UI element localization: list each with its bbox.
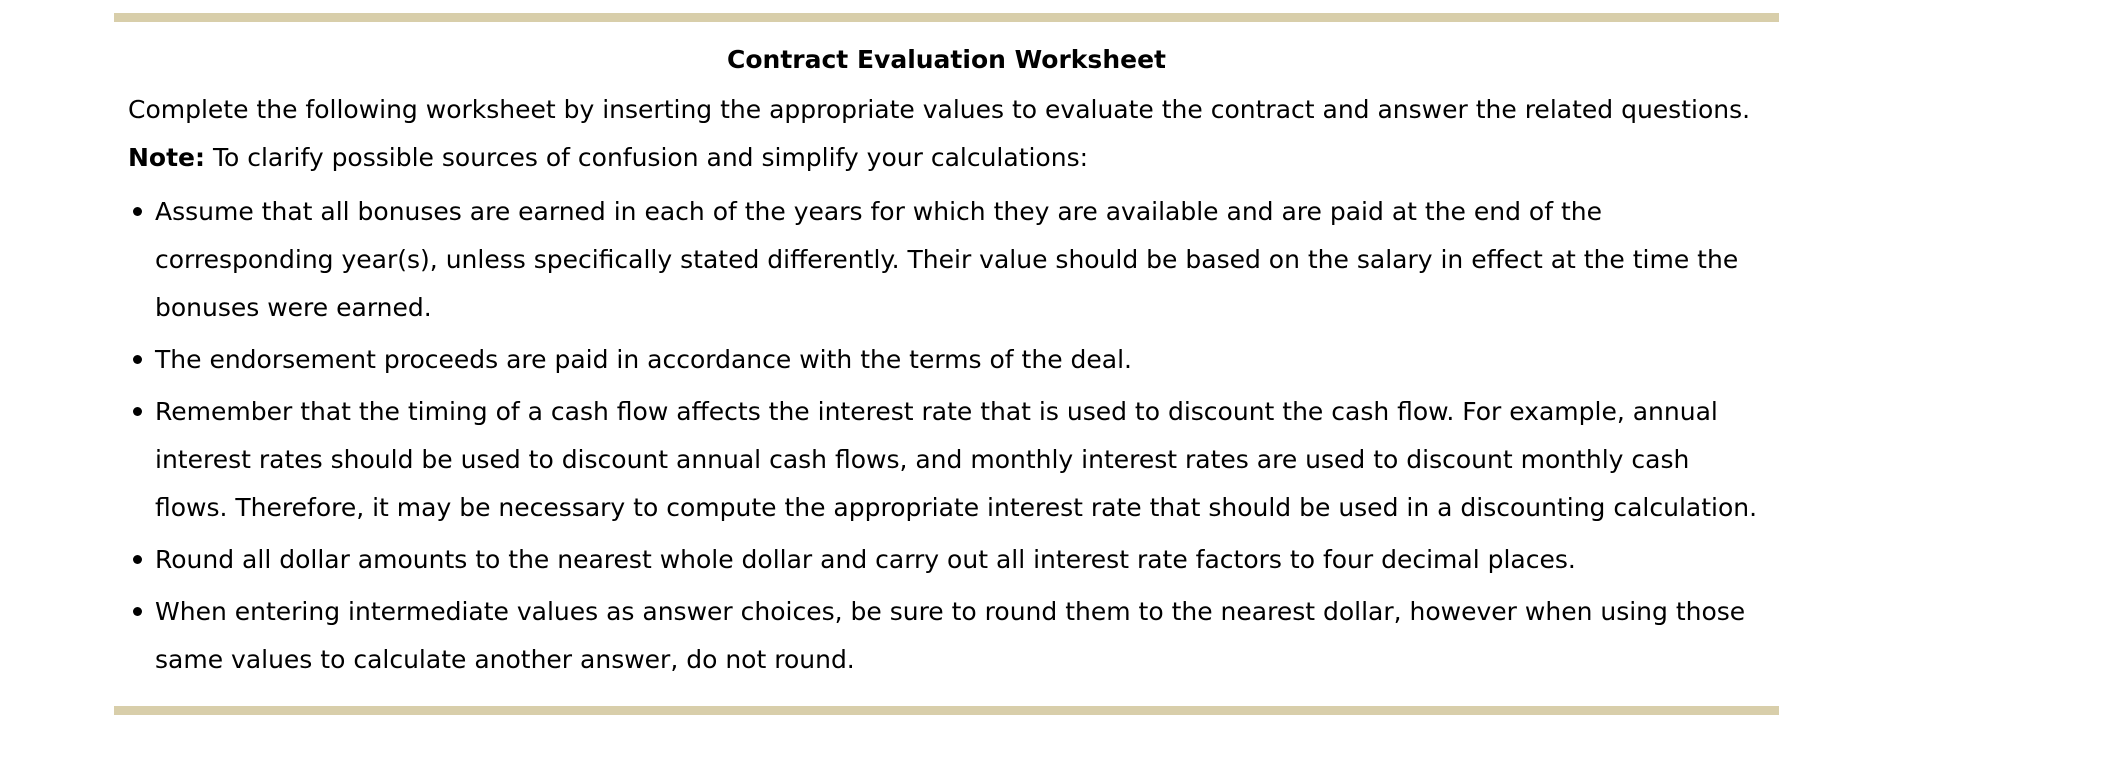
list-item-text: Round all dollar amounts to the nearest whole dollar and carry out all interest rate factors to four decimal places. [155,545,1576,574]
list-item [128,536,1765,584]
intro-paragraph: Complete the following worksheet by inserting the appropriate values to evaluate the contract and answer the related questions. [128,95,1751,124]
note-label: Note: [128,143,206,172]
worksheet-panel [114,13,1779,715]
list-item-text: The endorsement proceeds are paid in accordance with the terms of the deal. [155,345,1132,374]
bullet-icon [133,407,142,416]
list-item [128,388,1765,532]
bullet-icon [133,207,142,216]
list-item [128,336,1765,384]
list-item [128,188,1765,332]
bullet-icon [133,355,142,364]
note-paragraph [128,138,1765,178]
instruction-list [128,188,1765,684]
bullet-icon [133,555,142,564]
list-item-text: Remember that the timing of a cash flow affects the interest rate that is used to discount the cash flow. For example, annual interest rates should be used to discount annual cash flows, and monthly interest rates are used to discount monthly cash flows. Therefore, it may be necessary to compute the appropriate interest rate that should be used in a discounting calculation. [155,397,1758,522]
list-item-text: When entering intermediate values as answer choices, be sure to round them to the nearest dollar, however when using those same values to calculate another answer, do not round. [155,597,1746,674]
note-text: To clarify possible sources of confusion and simplify your calculations: [205,143,1089,172]
worksheet-title: Contract Evaluation Worksheet [727,45,1166,74]
list-item-text: Assume that all bonuses are earned in each of the years for which they are available and are paid at the end of the corresponding year(s), unless specifically stated differently. Their value should be based on the salary in effect at the time the bonuses were earned. [155,197,1739,322]
bullet-icon [133,607,142,616]
list-item [128,588,1765,684]
